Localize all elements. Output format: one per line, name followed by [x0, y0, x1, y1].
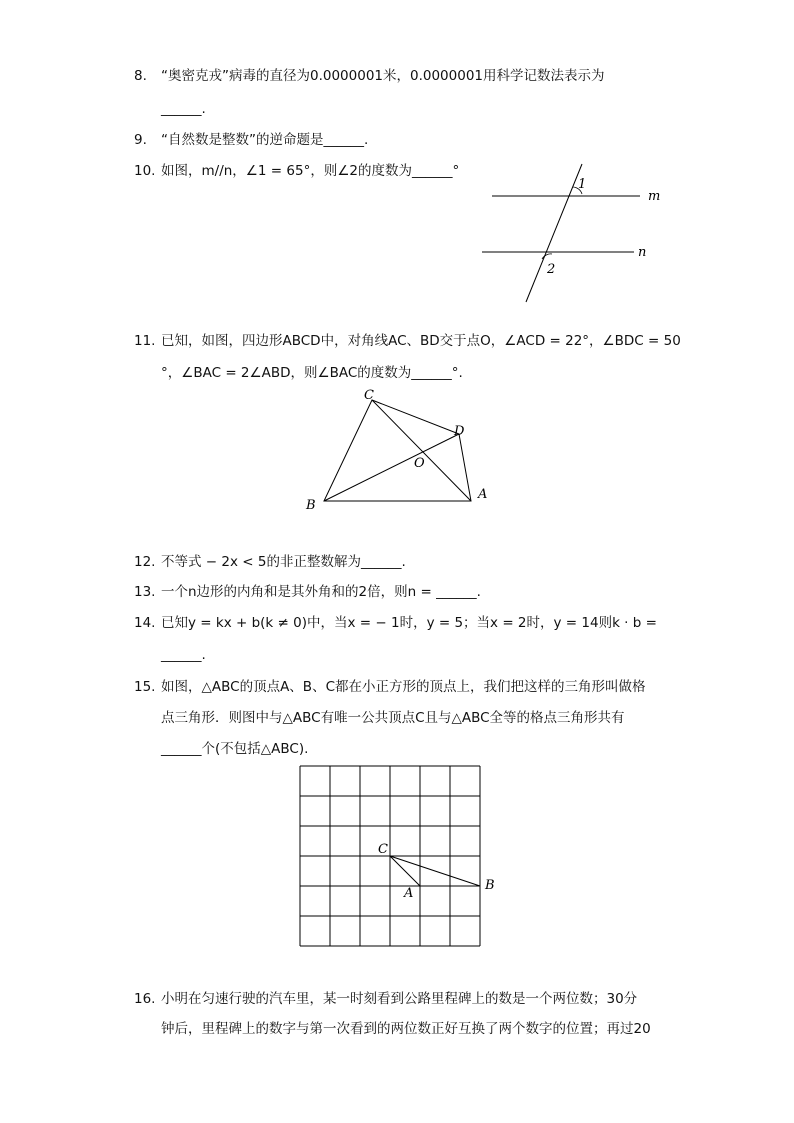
- question-14-number: 14.: [134, 615, 156, 631]
- question-9-number: 9.: [134, 132, 147, 148]
- parallel-lines-figure: [470, 160, 670, 305]
- point-o-label: O: [414, 456, 425, 471]
- question-8-number: 8.: [134, 68, 147, 84]
- question-13-number: 13.: [134, 584, 156, 600]
- vertex-d-label: D: [454, 424, 465, 439]
- question-16-text-cont: 钟后，里程碑上的数字与第一次看到的两位数正好互换了两个数字的位置；再过20: [161, 1021, 651, 1037]
- question-12-number: 12.: [134, 554, 156, 570]
- angle-2-label: 2: [547, 262, 556, 277]
- question-15-text-cont: 点三角形．则图中与△ABC有唯一公共顶点C且与△ABC全等的格点三角形共有: [161, 710, 625, 726]
- question-15-text: 如图，△ABC的顶点A、B、C都在小正方形的顶点上，我们把这样的三角形叫做格: [161, 679, 646, 695]
- question-14-blank: ______.: [161, 647, 206, 663]
- line-m-label: m: [648, 189, 661, 204]
- question-11-number: 11.: [134, 333, 156, 349]
- vertex-c-label: C: [364, 388, 374, 403]
- question-11-text: 已知，如图，四边形ABCD中，对角线AC、BD交于点O，∠ACD = 22°，∠BDC = 50: [161, 333, 681, 349]
- question-11-text-cont: °，∠BAC = 2∠ABD，则∠BAC的度数为______°.: [161, 365, 463, 381]
- question-15-text-end: ______个(不包括△ABC).: [161, 741, 309, 757]
- grid-triangle-figure: [295, 762, 515, 952]
- question-9-text: “自然数是整数”的逆命题是______.: [161, 132, 369, 148]
- quadrilateral-figure: [300, 385, 500, 515]
- question-8-text: “奥密克戎”病毒的直径为0.0000001米，0.0000001用科学记数法表示为: [161, 68, 605, 84]
- question-14-text: 已知y = kx + b(k ≠ 0)中，当x = − 1时，y = 5；当x = 2时，y = 14则k · b =: [161, 615, 657, 631]
- question-16-number: 16.: [134, 991, 156, 1007]
- vertex-b-label: B: [306, 498, 316, 513]
- question-16-text: 小明在匀速行驶的汽车里，某一时刻看到公路里程碑上的数是一个两位数；30分: [161, 991, 638, 1007]
- question-12-text: 不等式 − 2x < 5的非正整数解为______.: [161, 554, 406, 570]
- line-n-label: n: [638, 245, 647, 260]
- grid-vertex-a-label: A: [404, 886, 414, 901]
- vertex-a-label: A: [478, 487, 488, 502]
- question-8-blank: ______.: [161, 101, 206, 117]
- question-10-number: 10.: [134, 163, 156, 179]
- angle-1-label: 1: [578, 177, 587, 192]
- grid-vertex-c-label: C: [378, 842, 388, 857]
- question-13-text: 一个n边形的内角和是其外角和的2倍，则n = ______.: [161, 584, 481, 600]
- grid-vertex-b-label: B: [485, 878, 495, 893]
- question-10-text: 如图，m//n，∠1 = 65°，则∠2的度数为______°: [161, 163, 460, 179]
- question-15-number: 15.: [134, 679, 156, 695]
